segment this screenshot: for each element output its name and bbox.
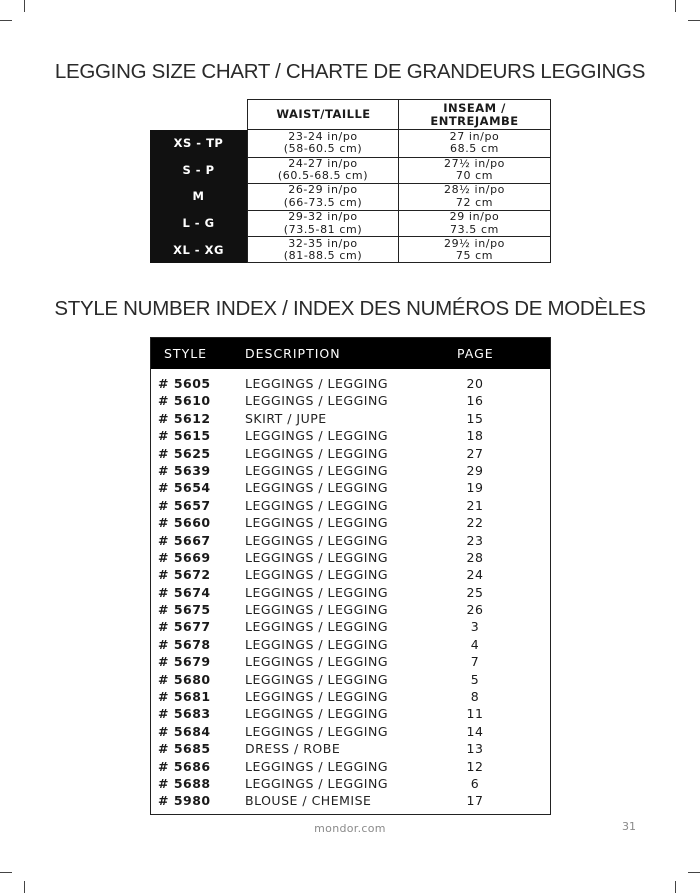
waist-cell: 23-24 in/po (58-60.5 cm) xyxy=(248,130,399,157)
table-row xyxy=(151,566,550,583)
style-number: # 5615 xyxy=(158,428,211,444)
style-page: 3 xyxy=(470,619,480,635)
style-description: SKIRT / JUPE xyxy=(245,410,327,426)
size-row xyxy=(248,210,550,237)
table-row xyxy=(151,705,550,722)
table-row xyxy=(151,792,550,809)
crop-mark xyxy=(675,881,676,893)
style-page: 25 xyxy=(466,584,484,600)
crop-mark xyxy=(24,0,25,12)
style-page: 20 xyxy=(466,376,484,391)
style-description: LEGGINGS / LEGGING xyxy=(245,758,389,774)
style-page: 5 xyxy=(470,671,480,687)
style-index-table xyxy=(150,337,551,815)
size-measurements xyxy=(247,130,551,263)
size-label: XS - TP xyxy=(173,136,224,151)
inseam-cell: 27 in/po 68.5 cm xyxy=(449,129,500,156)
style-number: # 5605 xyxy=(158,376,211,391)
size-chart-title: LEGGING SIZE CHART / CHARTE DE GRANDEURS LEGGINGS xyxy=(54,60,646,83)
style-page: 24 xyxy=(466,567,484,583)
style-description: LEGGINGS / LEGGING xyxy=(245,376,389,391)
waist-cell: 24-27 in/po (60.5-68.5 cm) xyxy=(248,158,399,184)
style-page: 13 xyxy=(466,741,484,757)
table-row xyxy=(151,723,550,740)
style-page: 19 xyxy=(466,480,484,496)
style-number: # 5681 xyxy=(158,689,211,705)
style-page: 28 xyxy=(466,549,484,565)
style-description: LEGGINGS / LEGGING xyxy=(245,462,389,478)
style-index-rows xyxy=(151,369,550,810)
inseam-cell: 27½ in/po 70 cm xyxy=(443,156,505,183)
style-page: 21 xyxy=(466,497,484,513)
style-page: 18 xyxy=(466,428,484,444)
size-row xyxy=(248,157,550,184)
description-header: DESCRIPTION xyxy=(245,346,341,361)
style-page: 14 xyxy=(466,723,484,739)
style-number: # 5639 xyxy=(158,462,211,478)
style-description: LEGGINGS / LEGGING xyxy=(245,515,389,531)
table-row xyxy=(151,688,550,705)
footer-url: mondor.com xyxy=(314,822,386,835)
style-description: BLOUSE / CHEMISE xyxy=(245,793,372,809)
size-row xyxy=(248,183,550,210)
inseam-header: INSEAM / ENTREJAMBE xyxy=(398,99,551,130)
size-row xyxy=(248,130,550,157)
style-page: 29 xyxy=(466,462,484,478)
size-label: M xyxy=(192,189,205,204)
style-number: # 5683 xyxy=(158,706,211,722)
inseam-cell: 29 in/po 73.5 cm xyxy=(449,210,500,236)
style-page: 26 xyxy=(466,602,484,618)
style-number: # 5678 xyxy=(158,636,211,652)
style-number: # 5684 xyxy=(158,723,211,739)
style-description: LEGGINGS / LEGGING xyxy=(245,532,389,548)
style-number: # 5625 xyxy=(158,445,211,461)
style-description: LEGGINGS / LEGGING xyxy=(245,619,389,635)
table-row xyxy=(151,584,550,601)
table-row xyxy=(151,410,550,427)
table-row xyxy=(151,514,550,531)
style-number: # 5654 xyxy=(158,480,211,496)
style-description: LEGGINGS / LEGGING xyxy=(245,393,389,409)
waist-cell: 26-29 in/po (66-73.5 cm) xyxy=(248,184,399,210)
style-description: LEGGINGS / LEGGING xyxy=(245,584,389,600)
style-page: 4 xyxy=(470,636,480,652)
table-row xyxy=(151,392,550,409)
crop-mark xyxy=(0,20,12,21)
style-number: # 5660 xyxy=(158,515,211,531)
style-description: LEGGINGS / LEGGING xyxy=(245,775,389,791)
size-label: XL - XG xyxy=(173,242,224,257)
style-index-header xyxy=(151,338,550,369)
style-page: 6 xyxy=(470,775,480,791)
style-description: LEGGINGS / LEGGING xyxy=(245,445,389,461)
style-page: 8 xyxy=(470,689,480,705)
table-row xyxy=(151,375,550,392)
table-row xyxy=(151,532,550,549)
table-row xyxy=(151,671,550,688)
inseam-cell: 28½ in/po 72 cm xyxy=(443,183,505,209)
style-description: LEGGINGS / LEGGING xyxy=(245,706,389,722)
waist-header: WAIST/TAILLE xyxy=(247,99,399,130)
style-number: # 5610 xyxy=(158,393,211,409)
table-row xyxy=(151,740,550,757)
style-page: 23 xyxy=(466,532,484,548)
style-number: # 5685 xyxy=(158,741,211,757)
table-row xyxy=(151,601,550,618)
style-number: # 5688 xyxy=(158,775,211,791)
size-label: L - G xyxy=(182,216,215,231)
style-page: 17 xyxy=(466,793,484,809)
crop-mark xyxy=(0,872,12,873)
style-number: # 5612 xyxy=(158,410,211,426)
page-header: PAGE xyxy=(457,346,494,361)
size-chart-table xyxy=(150,99,551,263)
style-header: STYLE xyxy=(164,346,208,361)
style-index-title: STYLE NUMBER INDEX / INDEX DES NUMÉROS DE MODÈLES xyxy=(54,297,646,320)
style-number: # 5672 xyxy=(158,567,211,583)
style-description: LEGGINGS / LEGGING xyxy=(245,497,389,513)
crop-mark xyxy=(675,0,676,12)
crop-mark xyxy=(688,872,700,873)
table-row xyxy=(151,549,550,566)
size-label: S - P xyxy=(182,162,215,177)
style-description: LEGGINGS / LEGGING xyxy=(245,602,389,618)
style-page: 15 xyxy=(466,410,484,426)
style-description: LEGGINGS / LEGGING xyxy=(245,723,389,739)
style-description: LEGGINGS / LEGGING xyxy=(245,654,389,670)
style-page: 7 xyxy=(470,654,480,670)
table-row xyxy=(151,636,550,653)
style-number: # 5680 xyxy=(158,671,211,687)
style-page: 11 xyxy=(466,706,484,722)
crop-mark xyxy=(688,20,700,21)
waist-cell: 32-35 in/po (81-88.5 cm) xyxy=(248,237,399,263)
style-page: 22 xyxy=(466,515,484,531)
style-description: LEGGINGS / LEGGING xyxy=(245,689,389,705)
style-page: 16 xyxy=(466,393,484,409)
table-row xyxy=(151,427,550,444)
style-page: 12 xyxy=(466,758,484,774)
page-number: 31 xyxy=(622,820,636,833)
crop-mark xyxy=(24,881,25,893)
style-number: # 5679 xyxy=(158,654,211,670)
style-description: LEGGINGS / LEGGING xyxy=(245,428,389,444)
style-number: # 5657 xyxy=(158,497,211,513)
style-description: LEGGINGS / LEGGING xyxy=(245,567,389,583)
inseam-cell: 29½ in/po 75 cm xyxy=(443,236,505,263)
table-row xyxy=(151,497,550,514)
style-description: LEGGINGS / LEGGING xyxy=(245,549,389,565)
style-number: # 5667 xyxy=(158,532,211,548)
table-row xyxy=(151,775,550,792)
style-number: # 5980 xyxy=(158,793,211,809)
style-description: LEGGINGS / LEGGING xyxy=(245,636,389,652)
style-description: DRESS / ROBE xyxy=(245,741,341,757)
style-number: # 5669 xyxy=(158,549,211,565)
style-description: LEGGINGS / LEGGING xyxy=(245,480,389,496)
table-row xyxy=(151,618,550,635)
table-row xyxy=(151,462,550,479)
waist-cell: 29-32 in/po (73.5-81 cm) xyxy=(248,211,399,237)
style-number: # 5674 xyxy=(158,584,211,600)
style-description: LEGGINGS / LEGGING xyxy=(245,671,389,687)
table-row xyxy=(151,479,550,496)
table-row xyxy=(151,445,550,462)
style-number: # 5677 xyxy=(158,619,211,635)
size-label-column xyxy=(150,130,247,263)
table-row xyxy=(151,758,550,775)
style-number: # 5686 xyxy=(158,758,211,774)
size-row xyxy=(248,236,550,263)
table-row xyxy=(151,653,550,670)
style-number: # 5675 xyxy=(158,602,211,618)
style-page: 27 xyxy=(466,445,484,461)
